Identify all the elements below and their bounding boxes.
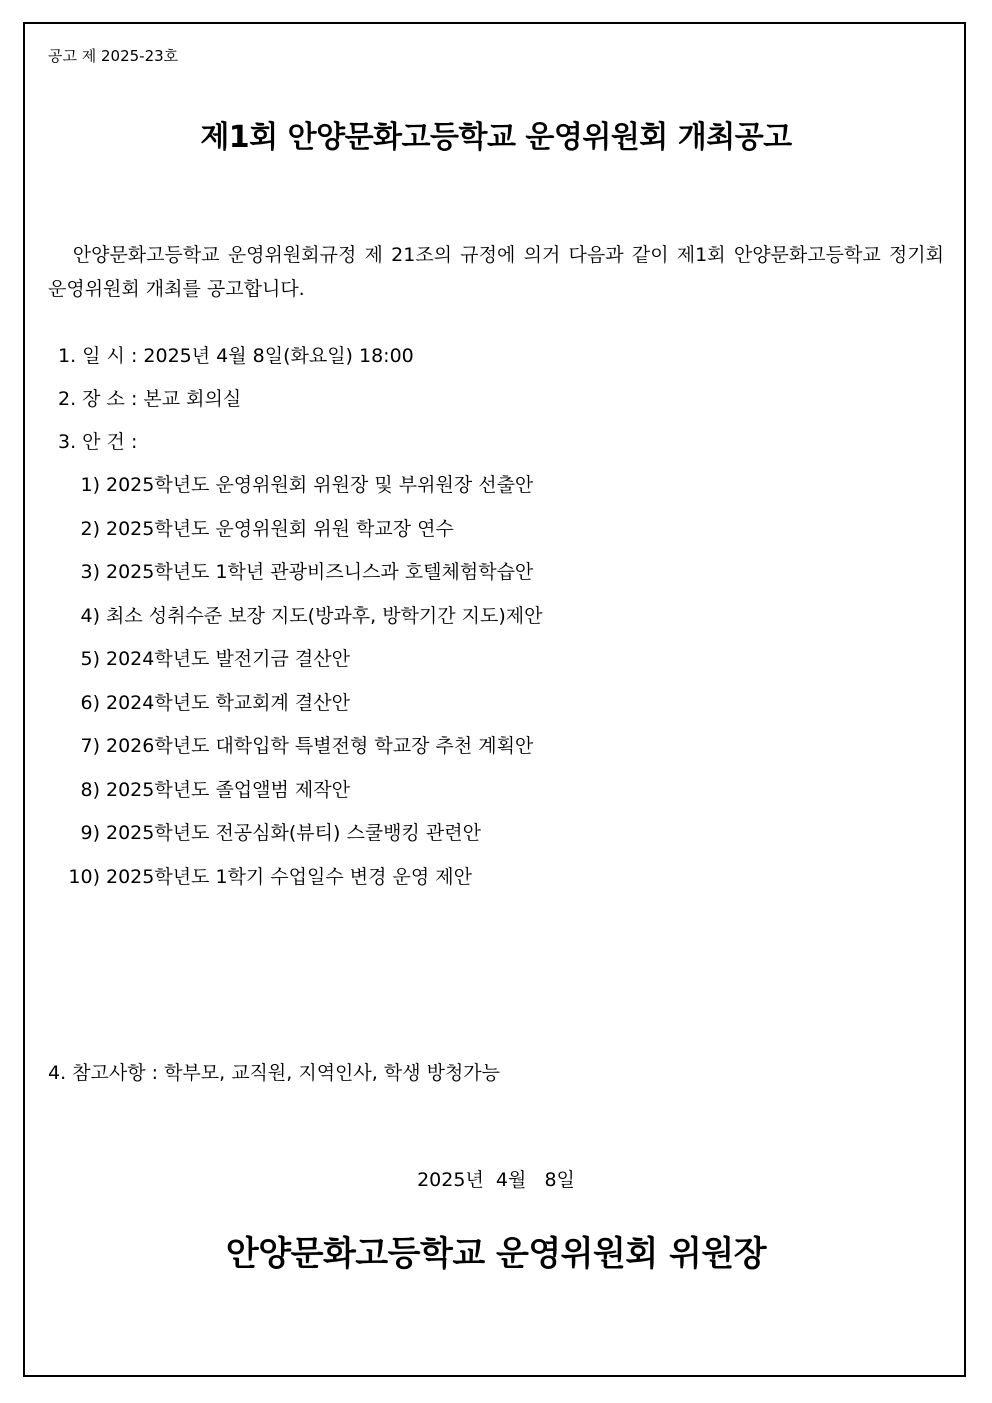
agenda-list [56,472,543,907]
agenda-item-text: 2024학년도 발전기금 결산안 [106,648,350,670]
signature-line: 안양문화고등학교 운영위원회 위원장 [225,1234,767,1274]
agenda-item-number: 5) [80,648,100,670]
agenda-item [56,472,543,516]
agenda-item-number: 9) [80,822,100,844]
agenda-item [56,646,543,690]
intro-paragraph [48,238,944,306]
reference-line: 4. 참고사항 : 학부모, 교직원, 지역인사, 학생 방청가능 [48,1062,501,1084]
intro-text: 안양문화고등학교 운영위원회규정 제 21조의 규정에 의거 다음과 같이 제1회 안양문화고등학교 정기회 운영위원회 개최를 공고합니다. [48,244,944,300]
agenda-item-number: 6) [80,691,100,714]
document-title: 제1회 안양문화고등학교 운영위원회 개최공고 [200,120,792,155]
schedule-line: 1. 일 시 : 2025년 4월 8일(화요일) 18:00 [58,345,414,367]
agenda-item-text: 최소 성취수준 보장 지도(방과후, 방학기간 지도)제안 [106,604,543,627]
notice-number: 공고 제 2025-23호 [48,47,179,65]
agenda-item [56,516,543,560]
agenda-heading: 3. 안 건 : [58,431,138,453]
agenda-item-number: 10) [68,865,100,888]
agenda-item-number: 8) [80,778,100,801]
agenda-item-text: 2025학년도 졸업앨범 제작안 [106,778,350,801]
notice-date: 2025년 4월 8일 [417,1169,575,1191]
agenda-item-text: 2026학년도 대학입학 특별전형 학교장 추천 계획안 [106,735,534,757]
agenda-item-text: 2025학년도 전공심화(뷰티) 스쿨뱅킹 관련안 [106,822,481,844]
agenda-item [56,820,543,864]
agenda-item-text: 2025학년도 1학년 관광비즈니스과 호텔체험학습안 [106,561,534,583]
agenda-item [56,603,543,647]
agenda-item [56,690,543,734]
agenda-item-text: 2025학년도 운영위원회 위원 학교장 연수 [106,517,454,540]
agenda-item-text: 2025학년도 운영위원회 위원장 및 부위원장 선출안 [106,474,534,496]
place-line: 2. 장 소 : 본교 회의실 [58,388,242,410]
agenda-item [56,777,543,821]
agenda-item-number: 3) [80,561,100,583]
agenda-item-number: 7) [80,735,100,757]
agenda-item [56,864,543,908]
agenda-item-number: 1) [80,474,100,496]
agenda-item-text: 2025학년도 1학기 수업일수 변경 운영 제안 [106,865,472,888]
agenda-item-number: 4) [80,604,100,627]
agenda-item-number: 2) [80,517,100,540]
agenda-item-text: 2024학년도 학교회계 결산안 [106,691,350,714]
agenda-item [56,559,543,603]
agenda-item [56,733,543,777]
